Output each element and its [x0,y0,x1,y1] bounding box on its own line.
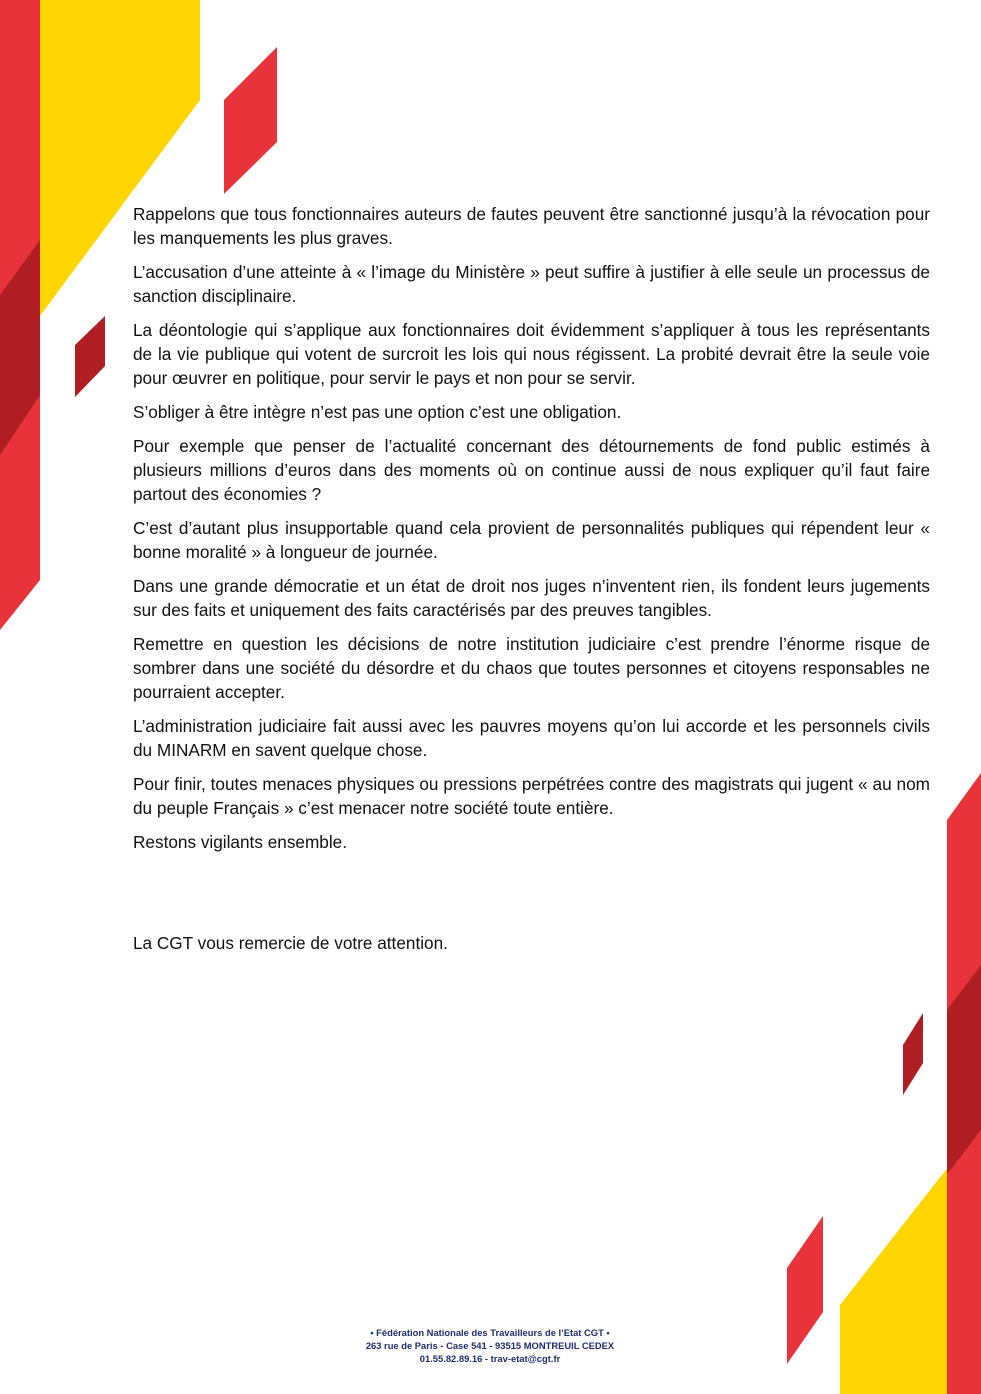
left-dark-red-slash [75,316,105,397]
paragraph: S’obliger à être intègre n’est pas une option c’est une obligation. [133,402,622,422]
paragraph: Pour finir, toutes menaces physiques ou pressions perpétrées contre des magistrats qui jugent « au nom du peuple Français » c’est menacer notre société toute entière. [133,774,930,818]
footer-contact: 01.55.82.89.16 - trav-etat@cgt.fr [419,1353,561,1364]
footer-organization: • Fédération Nationale des Travailleurs de l’Etat CGT • [370,1327,610,1338]
footer-address: 263 rue de Paris - Case 541 - 93515 MONTREUIL CEDEX [365,1340,615,1351]
right-dark-red-slash [903,1013,923,1095]
paragraph: Dans une grande démocratie et un état de droit nos juges n’inventent rien, ils fondent leurs jugements sur des faits et uniquement des faits caractérisés par des preuves tangibles. [133,576,930,620]
paragraph: Remettre en question les décisions de notre institution judiciaire c’est prendre l’énorme risque de sombrer dans une société du désordre et du chaos que toutes personnes et citoyens responsables ne pourraient accepter. [133,634,930,702]
paragraph: Rappelons que tous fonctionnaires auteurs de fautes peuvent être sanctionné jusqu’à la révocation pour les manquements les plus graves. [133,204,930,248]
paragraph: Pour exemple que penser de l’actualité concernant des détournements de fond public estimés à plusieurs millions d’euros dans des moments où on continue aussi de nous expliquer qu’il faut faire partout des économies ? [133,436,930,504]
paragraph: La déontologie qui s’applique aux fonctionnaires doit évidemment s’appliquer à tous les représentants de la vie publique qui votent de surcroit les lois qui nous régissent. La probité devrait être la seule voie pour œuvrer en politique, pour servir le pays et non pour se servir. [133,320,930,388]
paragraph: Restons vigilants ensemble. [133,832,347,852]
top-left-red-slash [224,47,277,194]
closing-line: La CGT vous remercie de votre attention. [133,933,448,953]
letter-body [133,202,930,864]
paragraph: C’est d’autant plus insupportable quand cela provient de personnalités publiques qui répendent leur « bonne moralité » à longueur de journée. [133,518,930,562]
bottom-right-red-overlay [947,1130,981,1394]
paragraph: L’administration judiciaire fait aussi avec les pauvres moyens qu’on lui accorde et les personnels civils du MINARM en savent quelque chose. [133,716,930,760]
footer [290,1326,690,1365]
bottom-right-red-slash [787,1216,823,1364]
paragraph: L’accusation d’une atteinte à « l’image du Ministère » peut suffire à justifier à elle seule un processus de sanction disciplinaire. [133,262,930,306]
